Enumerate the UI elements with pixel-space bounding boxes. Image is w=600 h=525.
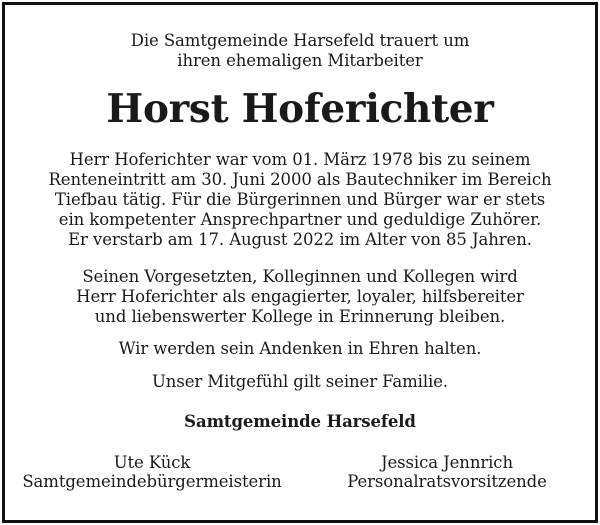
notice-border [2, 2, 598, 523]
signatory-title-left: Samtgemeindebürgermeisterin [22, 472, 282, 491]
signatory-name-right: Jessica Jennrich [381, 453, 513, 472]
biography-line-2: Renteneintritt am 30. Juni 2000 als Bautechniker im Bereich [48, 170, 552, 189]
tribute-line-2: Herr Hoferichter als engagierter, loyaler, hilfsbereiter [76, 287, 524, 306]
signatory-name-left: Ute Kück [113, 453, 191, 472]
intro-line-1: Die Samtgemeinde Harsefeld trauert um [130, 31, 470, 50]
biography-line-5: Er verstarb am 17. August 2022 im Alter von 85 Jahren. [68, 230, 532, 249]
tribute-line-1: Seinen Vorgesetzten, Kolleginnen und Kollegen wird [82, 267, 518, 286]
tribute-line-3: und liebenswerter Kollege in Erinnerung bleiben. [94, 307, 506, 326]
biography-line-3: Tiefbau tätig. Für die Bürgerinnen und Bürger war er stets [54, 190, 546, 209]
intro-line-2: ihren ehemaligen Mitarbeiter [177, 51, 423, 70]
organization-name: Samtgemeinde Harsefeld [184, 412, 416, 431]
deceased-name: Horst Hoferichter [106, 86, 494, 132]
biography-line-1: Herr Hoferichter war vom 01. März 1978 bis zu seinem [69, 150, 531, 169]
sympathy-line: Unser Mitgefühl gilt seiner Familie. [152, 372, 448, 391]
biography-line-4: ein kompetenter Ansprechpartner und geduldige Zuhörer. [58, 210, 542, 229]
signatory-title-right: Personalratsvorsitzende [347, 472, 547, 491]
remembrance-line: Wir werden sein Andenken in Ehren halten. [118, 339, 482, 358]
